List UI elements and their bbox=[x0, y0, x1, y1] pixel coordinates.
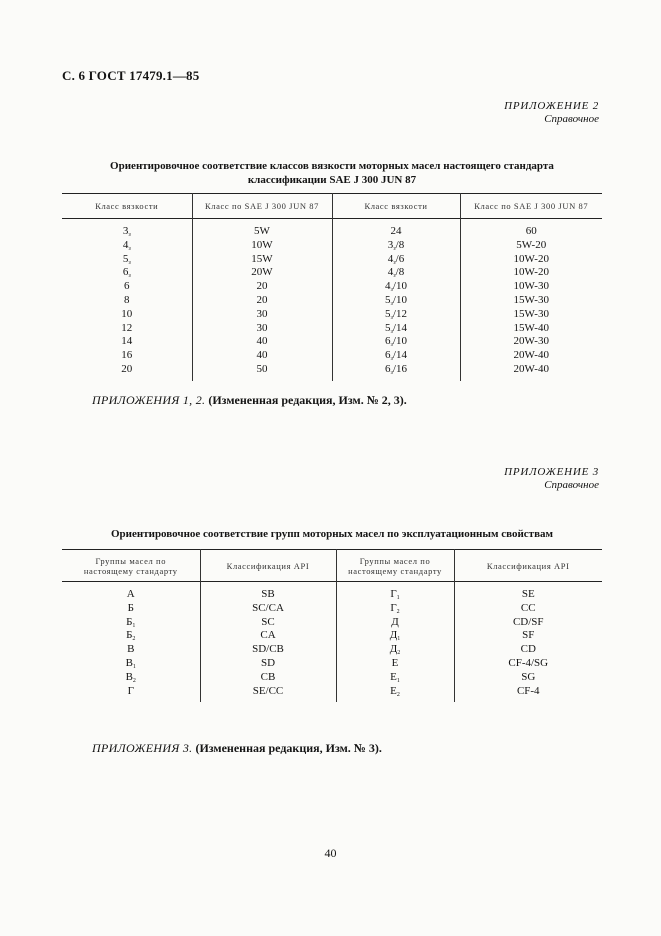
appendix-3-note bbox=[92, 741, 382, 756]
cell-value: 6 bbox=[385, 362, 391, 375]
cell-suffix: /8 bbox=[395, 266, 405, 279]
cell-subscript: з bbox=[390, 314, 393, 321]
cell-value: SC bbox=[261, 615, 275, 628]
table-cell bbox=[62, 657, 200, 671]
table-cell bbox=[62, 308, 192, 322]
table-row bbox=[62, 363, 602, 381]
cell-value: Д bbox=[391, 615, 399, 628]
cell-value: 24 bbox=[390, 225, 402, 237]
note-italic: ПРИЛОЖЕНИЯ 3. bbox=[92, 741, 193, 755]
cell-value: 5 bbox=[122, 252, 129, 265]
cell-value: 20W-40 bbox=[513, 349, 549, 362]
table-1-caption-line-2: классификации SAE J 300 JUN 87 bbox=[247, 174, 417, 186]
cell-value: 15W-30 bbox=[513, 307, 549, 320]
table-cell bbox=[454, 643, 602, 657]
cell-value: 30 bbox=[256, 321, 268, 334]
cell-subscript: 2 bbox=[396, 608, 400, 615]
table-cell bbox=[192, 308, 332, 322]
cell-value: SD/CB bbox=[252, 643, 284, 656]
col-header-line: Группы масел по bbox=[359, 555, 431, 566]
table-cell bbox=[332, 280, 460, 294]
cell-value: 20 bbox=[256, 293, 268, 306]
page-number: 40 bbox=[324, 846, 337, 860]
cell-value: 5 bbox=[385, 293, 391, 306]
table-cell bbox=[200, 582, 336, 602]
table-cell bbox=[454, 629, 602, 643]
cell-value: SD bbox=[260, 656, 276, 669]
cell-subscript: з bbox=[390, 287, 393, 294]
cell-subscript: з bbox=[390, 328, 393, 335]
cell-value: Б bbox=[127, 601, 134, 614]
table-cell bbox=[62, 219, 192, 239]
cell-subscript: з bbox=[393, 245, 396, 252]
cell-value: SC/CA bbox=[252, 601, 284, 614]
cell-value: 20W bbox=[251, 266, 273, 279]
cell-value: SB bbox=[261, 588, 275, 600]
cell-value: 20W-40 bbox=[513, 362, 549, 375]
cell-subscript: з bbox=[390, 342, 393, 349]
cell-value: 6 bbox=[385, 335, 391, 348]
cell-value: CF-4/SG bbox=[508, 656, 549, 669]
appendix-1-2-note bbox=[92, 393, 407, 408]
table-cell bbox=[62, 322, 192, 336]
cell-suffix: /14 bbox=[392, 349, 407, 362]
table-row bbox=[62, 322, 602, 336]
cell-value: 5 bbox=[385, 307, 391, 320]
cell-subscript: 2 bbox=[132, 636, 136, 643]
table-cell bbox=[332, 219, 460, 239]
table-row bbox=[62, 253, 602, 267]
table-cell bbox=[62, 629, 200, 643]
page-header: С. 6 ГОСТ 17479.1—85 bbox=[62, 68, 200, 83]
table-cell bbox=[460, 219, 602, 239]
table-cell bbox=[336, 629, 454, 643]
table-cell bbox=[192, 266, 332, 280]
table-row bbox=[62, 671, 602, 685]
table-cell bbox=[336, 657, 454, 671]
cell-value: 5 bbox=[385, 321, 391, 334]
cell-value: 20 bbox=[256, 280, 268, 293]
table-cell bbox=[336, 671, 454, 685]
cell-value: 5W-20 bbox=[516, 238, 547, 251]
table-row bbox=[62, 280, 602, 294]
table-cell bbox=[62, 349, 192, 363]
table-cell bbox=[192, 239, 332, 253]
table-cell bbox=[332, 308, 460, 322]
table-cell bbox=[332, 266, 460, 280]
table-row bbox=[62, 685, 602, 703]
cell-value: 16 bbox=[121, 349, 133, 362]
cell-value: 20W-30 bbox=[513, 335, 549, 348]
cell-value: CF-4 bbox=[516, 684, 540, 697]
cell-suffix: /8 bbox=[395, 238, 405, 251]
table-cell bbox=[62, 294, 192, 308]
table-cell bbox=[200, 671, 336, 685]
table-row bbox=[62, 219, 602, 239]
cell-value: CD/SF bbox=[512, 615, 544, 628]
col-header-line: Группы масел по bbox=[95, 555, 167, 566]
cell-value: 20 bbox=[121, 362, 133, 375]
table-cell bbox=[336, 685, 454, 703]
cell-value: 12 bbox=[121, 321, 133, 334]
cell-value: Г bbox=[127, 684, 134, 697]
cell-subscript: з bbox=[390, 356, 393, 363]
cell-subscript: з bbox=[393, 259, 396, 266]
table-cell bbox=[460, 363, 602, 381]
table-cell bbox=[200, 629, 336, 643]
cell-value: 10 bbox=[121, 307, 133, 320]
col-header: Класс по SAE J 300 JUN 87 bbox=[460, 194, 602, 219]
cell-subscript: з bbox=[128, 259, 131, 266]
table-cell bbox=[200, 657, 336, 671]
cell-subscript: 1 bbox=[132, 622, 136, 629]
cell-value: 50 bbox=[256, 362, 268, 375]
table-cell bbox=[192, 219, 332, 239]
table-row bbox=[62, 308, 602, 322]
table-cell bbox=[454, 602, 602, 616]
table-row bbox=[62, 294, 602, 308]
table-cell bbox=[332, 322, 460, 336]
cell-value: 10W-20 bbox=[513, 266, 549, 279]
cell-suffix: /10 bbox=[392, 280, 407, 293]
table-cell bbox=[62, 671, 200, 685]
table-row bbox=[62, 266, 602, 280]
col-header: Класс вязкости bbox=[95, 201, 159, 211]
cell-subscript: 1 bbox=[396, 595, 400, 601]
appendix-3-subtitle: Справочное bbox=[544, 479, 599, 491]
cell-value: SF bbox=[522, 629, 535, 642]
cell-value: 4 bbox=[387, 266, 394, 279]
table-row bbox=[62, 602, 602, 616]
cell-value: Д bbox=[389, 629, 398, 642]
table-cell bbox=[62, 280, 192, 294]
table-cell bbox=[62, 335, 192, 349]
table-cell bbox=[200, 616, 336, 630]
col-header bbox=[62, 550, 200, 582]
table-cell bbox=[332, 294, 460, 308]
cell-subscript: з bbox=[128, 232, 131, 238]
table-cell bbox=[62, 602, 200, 616]
table-row bbox=[62, 616, 602, 630]
cell-subscript: 2 bbox=[396, 691, 400, 698]
appendix-2-label bbox=[504, 100, 599, 126]
col-header: Классификация API bbox=[454, 550, 602, 582]
cell-value: В bbox=[127, 643, 135, 656]
cell-subscript: з bbox=[390, 300, 393, 307]
table-cell bbox=[336, 582, 454, 602]
table-cell bbox=[454, 616, 602, 630]
table-cell bbox=[460, 266, 602, 280]
cell-value: 4 bbox=[387, 252, 394, 265]
col-header-line: настоящему стандарту bbox=[83, 565, 178, 576]
cell-value: Е bbox=[390, 670, 397, 683]
note-bold: (Измененная редакция, Изм. № 2, 3). bbox=[208, 393, 407, 407]
appendix-2-subtitle: Справочное bbox=[544, 113, 599, 125]
table-cell bbox=[454, 657, 602, 671]
cell-value: 5W bbox=[254, 225, 270, 237]
cell-value: 6 bbox=[124, 280, 130, 293]
table-cell bbox=[192, 363, 332, 381]
cell-suffix: /14 bbox=[392, 321, 407, 334]
cell-value: Г bbox=[390, 588, 397, 600]
table-cell bbox=[62, 266, 192, 280]
cell-value: 10W-30 bbox=[513, 280, 549, 293]
cell-value: Д bbox=[389, 643, 398, 656]
cell-suffix: /12 bbox=[392, 307, 407, 320]
cell-value: В bbox=[125, 656, 133, 669]
appendix-2-title: ПРИЛОЖЕНИЕ 2 bbox=[504, 100, 599, 112]
cell-suffix: /16 bbox=[392, 362, 407, 375]
cell-suffix: /6 bbox=[395, 252, 405, 265]
cell-value: Е bbox=[390, 684, 397, 697]
cell-value: 14 bbox=[121, 335, 133, 348]
cell-value: 15W-30 bbox=[513, 293, 549, 306]
cell-value: SE/CC bbox=[252, 684, 284, 697]
cell-value: Б bbox=[126, 629, 133, 642]
note-bold: (Измененная редакция, Изм. № 3). bbox=[195, 741, 382, 755]
note-italic: ПРИЛОЖЕНИЯ 1, 2. bbox=[92, 393, 206, 407]
table-cell bbox=[460, 294, 602, 308]
cell-value: SG bbox=[521, 670, 536, 683]
table-cell bbox=[62, 685, 200, 703]
cell-value: 40 bbox=[256, 349, 268, 362]
table-cell bbox=[336, 616, 454, 630]
cell-subscript: 1 bbox=[132, 663, 136, 670]
cell-value: 6 bbox=[385, 349, 391, 362]
table-cell bbox=[192, 294, 332, 308]
table-row bbox=[62, 643, 602, 657]
table-cell bbox=[200, 602, 336, 616]
table-cell bbox=[192, 280, 332, 294]
table-cell bbox=[62, 616, 200, 630]
table-cell bbox=[192, 349, 332, 363]
cell-value: Б bbox=[126, 615, 133, 628]
cell-value: В bbox=[125, 670, 133, 683]
cell-value: 3 bbox=[387, 238, 394, 251]
table-1-caption bbox=[62, 159, 602, 187]
table-cell bbox=[460, 349, 602, 363]
table-cell bbox=[332, 349, 460, 363]
cell-subscript: 1 bbox=[397, 636, 401, 643]
table-cell bbox=[62, 582, 200, 602]
cell-value: 4 bbox=[385, 280, 391, 293]
cell-subscript: 2 bbox=[132, 677, 136, 684]
col-header: Классификация API bbox=[200, 550, 336, 582]
table-cell bbox=[332, 253, 460, 267]
col-header-line: настоящему стандарту bbox=[348, 565, 442, 576]
table-2-caption: Ориентировочное соответствие групп моторных масел по эксплуатационным свойствам bbox=[110, 528, 554, 540]
cell-value: 3 bbox=[122, 225, 129, 237]
cell-value: 15W-40 bbox=[513, 321, 549, 334]
table-1-caption-line-1: Ориентировочное соответствие классов вязкости моторных масел настоящего стандарта bbox=[110, 160, 554, 172]
table-row bbox=[62, 629, 602, 643]
cell-value: 6 bbox=[122, 266, 129, 279]
api-groups-table bbox=[62, 549, 602, 702]
table-row bbox=[62, 657, 602, 671]
table-cell bbox=[332, 335, 460, 349]
table-row bbox=[62, 582, 602, 602]
table-cell bbox=[62, 239, 192, 253]
table-cell bbox=[460, 253, 602, 267]
table-cell bbox=[62, 363, 192, 381]
table-cell bbox=[332, 239, 460, 253]
table-cell bbox=[336, 602, 454, 616]
table-cell bbox=[200, 643, 336, 657]
cell-subscript: з bbox=[128, 245, 131, 252]
table-cell bbox=[200, 685, 336, 703]
table-cell bbox=[460, 335, 602, 349]
col-header: Класс по SAE J 300 JUN 87 bbox=[192, 194, 332, 219]
cell-value: Г bbox=[390, 601, 397, 614]
table-cell bbox=[192, 322, 332, 336]
table-cell bbox=[192, 335, 332, 349]
table-cell bbox=[62, 643, 200, 657]
appendix-3-label bbox=[504, 466, 599, 492]
cell-suffix: /10 bbox=[392, 293, 407, 306]
table-row bbox=[62, 239, 602, 253]
table-cell bbox=[460, 308, 602, 322]
cell-value: CB bbox=[260, 670, 276, 683]
table-cell bbox=[336, 643, 454, 657]
table-row bbox=[62, 335, 602, 349]
table-cell bbox=[454, 582, 602, 602]
table-cell bbox=[454, 685, 602, 703]
cell-subscript: 1 bbox=[396, 677, 400, 684]
table-cell bbox=[460, 280, 602, 294]
cell-value: 8 bbox=[124, 293, 130, 306]
cell-value: CC bbox=[520, 601, 536, 614]
cell-value: SE bbox=[521, 588, 535, 600]
cell-subscript: з bbox=[393, 273, 396, 280]
cell-subscript: з bbox=[390, 369, 393, 376]
cell-value: А bbox=[126, 588, 135, 600]
cell-value: 4 bbox=[122, 238, 129, 251]
cell-subscript: 2 bbox=[397, 650, 401, 657]
table-cell bbox=[460, 322, 602, 336]
table-cell bbox=[460, 239, 602, 253]
cell-subscript: з bbox=[128, 273, 131, 280]
cell-value: 30 bbox=[256, 307, 268, 320]
cell-value: 10W bbox=[251, 238, 273, 251]
cell-value: 10W-20 bbox=[513, 252, 549, 265]
cell-value: Е bbox=[391, 656, 399, 669]
table-cell bbox=[62, 253, 192, 267]
table-cell bbox=[192, 253, 332, 267]
cell-value: CD bbox=[520, 643, 536, 656]
cell-suffix: /10 bbox=[392, 335, 407, 348]
table-cell bbox=[454, 671, 602, 685]
cell-value: 40 bbox=[256, 335, 268, 348]
appendix-3-title: ПРИЛОЖЕНИЕ 3 bbox=[504, 466, 599, 478]
viscosity-table bbox=[62, 193, 602, 381]
col-header bbox=[336, 550, 454, 582]
col-header: Класс вязкости bbox=[332, 194, 460, 219]
cell-value: 60 bbox=[525, 225, 537, 237]
cell-value: CA bbox=[260, 629, 276, 642]
table-cell bbox=[332, 363, 460, 381]
table-row bbox=[62, 349, 602, 363]
cell-value: 15W bbox=[251, 252, 273, 265]
